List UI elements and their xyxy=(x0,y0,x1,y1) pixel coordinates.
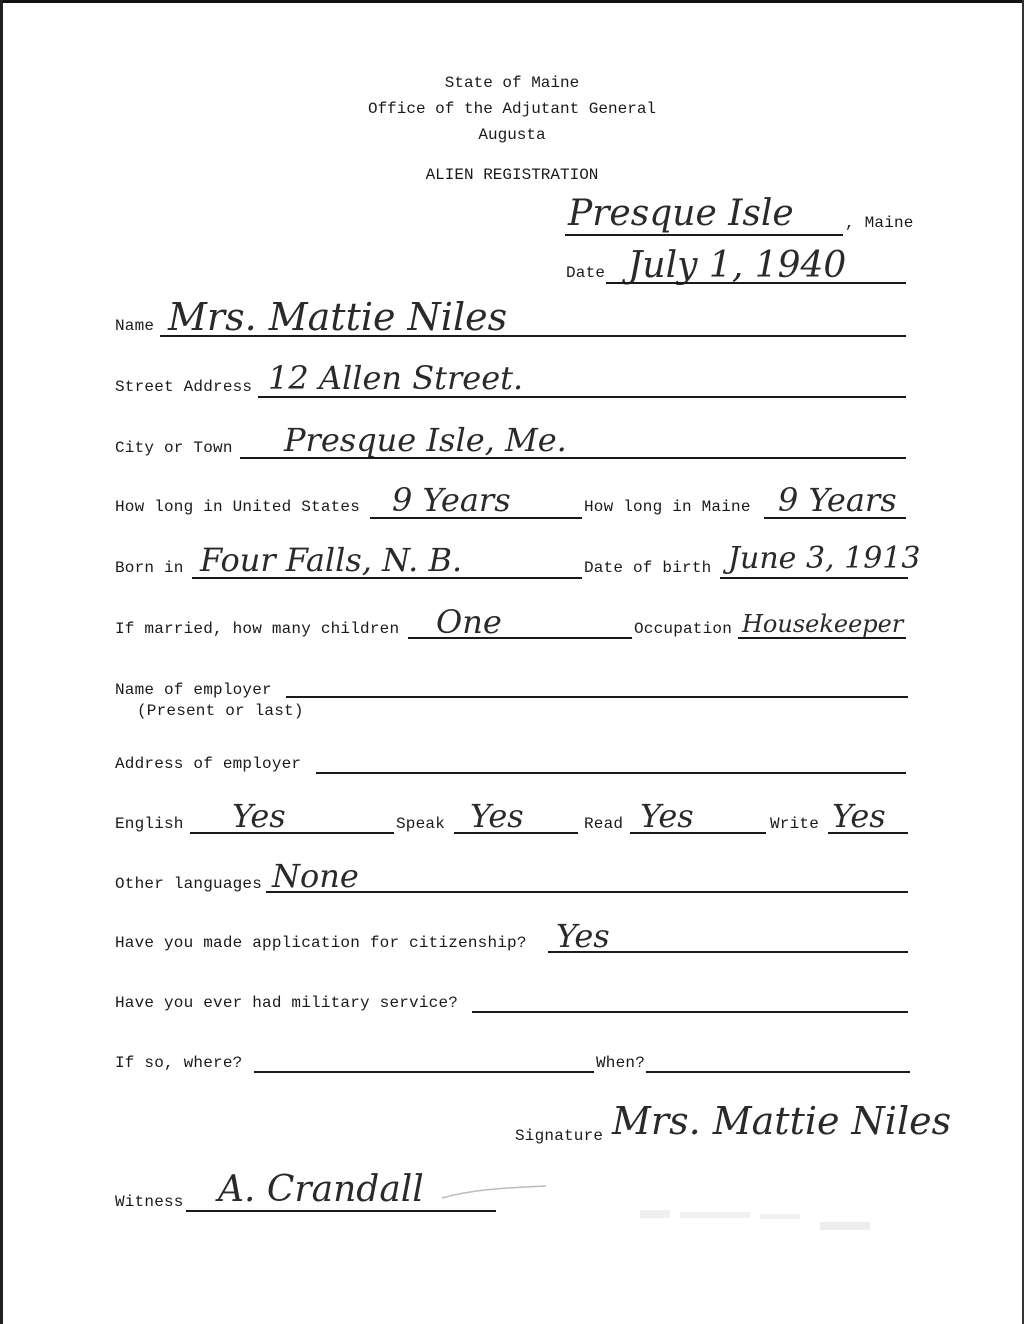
street-label: Street Address xyxy=(115,378,253,396)
city-label: City or Town xyxy=(115,439,233,457)
english-value: Yes xyxy=(232,797,286,835)
place-value: Presque Isle xyxy=(568,193,794,234)
scan-border-left xyxy=(0,0,3,1324)
write-label: Write xyxy=(770,815,820,833)
military-line xyxy=(472,1011,908,1013)
street-line xyxy=(258,396,906,398)
date-line xyxy=(606,282,906,284)
scan-border-top xyxy=(0,0,1024,3)
witness-label: Witness xyxy=(115,1193,184,1211)
city-line xyxy=(240,457,906,459)
occupation-label: Occupation xyxy=(634,620,733,638)
children-line xyxy=(408,637,632,639)
when-line xyxy=(646,1071,910,1073)
employer-name-label: Name of employer xyxy=(115,681,272,699)
write-value: Yes xyxy=(832,797,886,835)
occupation-line xyxy=(738,637,906,639)
read-value: Yes xyxy=(640,797,694,835)
date-of-birth-label: Date of birth xyxy=(584,559,712,577)
signature-label: Signature xyxy=(515,1127,604,1145)
how-long-us-label: How long in United States xyxy=(115,498,361,516)
how-long-maine-label: How long in Maine xyxy=(584,498,751,516)
place-suffix: , Maine xyxy=(845,214,914,232)
form-title: ALIEN REGISTRATION xyxy=(425,166,599,184)
born-in-label: Born in xyxy=(115,559,184,577)
how-long-us-value: 9 Years xyxy=(392,481,511,519)
children-label: If married, how many children xyxy=(115,620,400,638)
date-of-birth-line xyxy=(720,577,908,579)
children-value: One xyxy=(436,603,502,641)
other-languages-label: Other languages xyxy=(115,875,263,893)
military-label: Have you ever had military service? xyxy=(115,994,459,1012)
how-long-us-line xyxy=(370,517,582,519)
date-label: Date xyxy=(566,264,606,282)
employer-address-line xyxy=(316,772,906,774)
born-in-value: Four Falls, N. B. xyxy=(200,541,463,579)
bleed-through-smudge xyxy=(640,1200,880,1240)
occupation-value: Housekeeper xyxy=(742,610,904,638)
write-line xyxy=(828,832,908,834)
name-line xyxy=(160,335,906,337)
where-line xyxy=(254,1071,594,1073)
header-state: State of Maine xyxy=(444,74,580,92)
how-long-maine-line xyxy=(764,517,906,519)
when-label: When? xyxy=(596,1054,646,1072)
read-line xyxy=(630,832,766,834)
header-city: Augusta xyxy=(478,126,546,144)
employer-name-line xyxy=(286,696,908,698)
citizenship-value: Yes xyxy=(556,917,610,955)
speak-value: Yes xyxy=(470,797,524,835)
witness-value: A. Crandall xyxy=(218,1169,424,1210)
name-label: Name xyxy=(115,317,155,335)
signature-value: Mrs. Mattie Niles xyxy=(612,1099,952,1143)
how-long-maine-value: 9 Years xyxy=(778,481,897,519)
witness-line xyxy=(186,1210,496,1212)
place-line xyxy=(565,234,843,236)
speak-label: Speak xyxy=(396,815,446,833)
born-in-line xyxy=(192,577,582,579)
speak-line xyxy=(454,832,578,834)
where-label: If so, where? xyxy=(115,1054,243,1072)
city-value: Presque Isle, Me. xyxy=(284,421,567,459)
citizenship-label: Have you made application for citizenship? xyxy=(115,934,527,952)
name-value: Mrs. Mattie Niles xyxy=(168,295,508,339)
header-office: Office of the Adjutant General xyxy=(367,100,657,118)
witness-flourish xyxy=(440,1180,550,1210)
employer-name-sublabel: (Present or last) xyxy=(137,702,304,720)
other-languages-value: None xyxy=(272,857,359,895)
read-label: Read xyxy=(584,815,624,833)
english-line xyxy=(190,832,394,834)
date-of-birth-value: June 3, 1913 xyxy=(728,541,921,576)
english-label: English xyxy=(115,815,184,833)
date-value: July 1, 1940 xyxy=(628,245,847,286)
citizenship-line xyxy=(548,951,908,953)
employer-address-label: Address of employer xyxy=(115,755,302,773)
street-value: 12 Allen Street. xyxy=(268,359,524,397)
other-languages-line xyxy=(266,891,908,893)
